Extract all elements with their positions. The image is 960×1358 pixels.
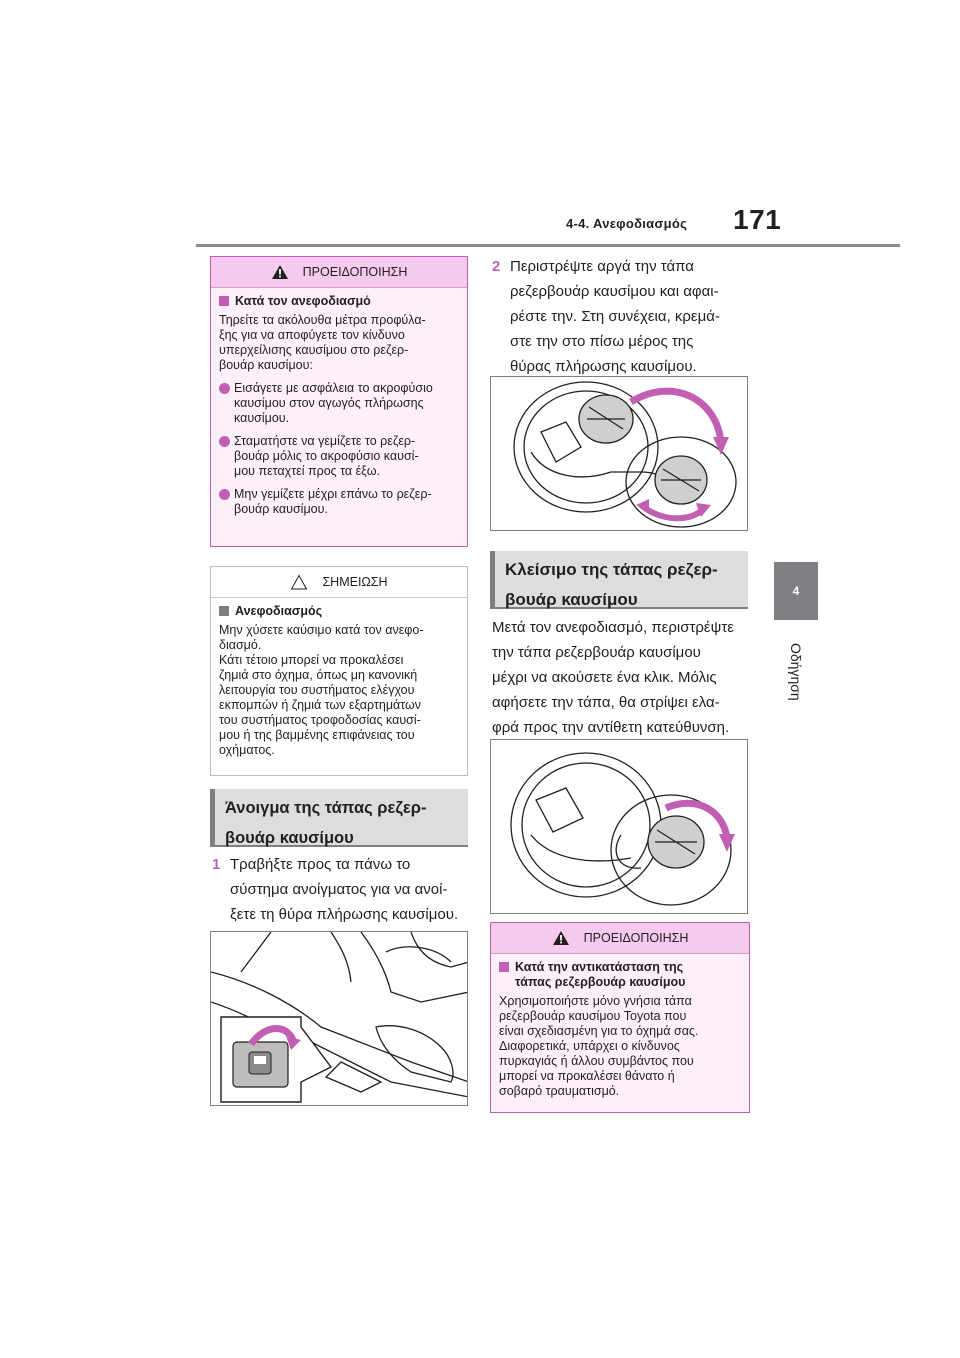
warning-header: [211, 257, 467, 288]
opener-lever-illustration: [210, 931, 468, 1106]
caution-outline-icon: [290, 574, 308, 590]
note-text: Μην χύσετε καύσιμο κατά τον ανεφο- διασμό. Κάτι τέτοιο μπορεί να προκαλέσει ζημιά στο όχημα, όπως μη κανονική λειτουργία του συστήματος ελέγχου εκπομπών ή ζημιά των εξαρτημάτων του συστήματος τροφοδοσίας καυσί- μου ή της βαμμένης επιφάνειας του οχήματος.: [219, 623, 424, 757]
note-box-refueling: [210, 566, 468, 776]
heading-closing: Κλείσιμο της τάπας ρεζερ- βουάρ καυσίμου: [490, 551, 748, 609]
step-number: 1: [212, 856, 221, 873]
close-cap-illustration: [490, 739, 748, 914]
square-bullet-icon: [499, 962, 509, 972]
step-2: [492, 254, 762, 379]
circle-bullet-icon: [219, 436, 230, 447]
warning-subtitle: Κατά την αντικατάσταση της τάπας ρεζερβουάρ καυσίμου: [499, 960, 739, 990]
square-bullet-icon: [219, 606, 229, 616]
remove-cap-illustration: [490, 376, 748, 531]
warning-header: [491, 923, 749, 954]
closing-instructions: Μετά τον ανεφοδιασμό, περιστρέψτε την τάπα ρεζερβουάρ καυσίμου μέχρι να ακούσετε ένα κλικ. Μόλις αφήσετε την τάπα, θα στρίψει ελα- φρά προς την αντίθετη κατεύθυνση.: [492, 619, 734, 736]
note-title: ΣΗΜΕΙΩΣΗ: [322, 575, 388, 589]
warning-title: ΠΡΟΕΙΔΟΠΟΙΗΣΗ: [302, 265, 408, 279]
chapter-label: Οδήγηση: [788, 643, 804, 701]
warning-bullet: Εισάγετε με ασφάλεια το ακροφύσιο καυσίμου στον αγωγός πλήρωσης καυσίμου.: [219, 381, 457, 426]
chapter-tab[interactable]: 4: [774, 562, 818, 620]
heading-opening: Άνοιγμα της τάπας ρεζερ- βουάρ καυσίμου: [210, 789, 468, 847]
page-number: 171: [733, 204, 782, 235]
warning-text: Χρησιμοποιήστε μόνο γνήσια τάπα ρεζερβουάρ καυσίμου Toyota που είναι σχεδιασμένη για το όχημά σας. Διαφορετικά, υπάρχει ο κίνδυνος πυρκαγιάς ή άλλου συμβάντος που μπορεί να προκαλέσει θάνατο ή σοβαρό τραυματισμό.: [499, 994, 699, 1098]
step-text: Τραβήξτε προς τα πάνω το σύστημα ανοίγματος για να ανοί- ξετε τη θύρα πλήρωσης καυσίμου.: [230, 856, 459, 923]
section-title: 4-4. Ανεφοδιασμός: [566, 216, 688, 231]
step-text: Περιστρέψτε αργά την τάπα ρεζερβουάρ καυσίμου και αφαι- ρέστε την. Στη συνέχεια, κρεμά- στε την στο πίσω μέρος της θύρας πλήρωσης καυσίμου.: [510, 258, 720, 375]
warning-bullet: Μην γεμίζετε μέχρι επάνω το ρεζερ- βουάρ καυσίμου.: [219, 487, 457, 517]
step-1: [212, 852, 472, 927]
square-bullet-icon: [219, 296, 229, 306]
step-number: 2: [492, 258, 501, 275]
note-subtitle: Ανεφοδιασμός: [219, 604, 457, 619]
warning-subtitle: Κατά τον ανεφοδιασμό: [219, 294, 457, 309]
warning-box-refueling: [210, 256, 468, 547]
circle-bullet-icon: [219, 383, 230, 394]
warning-intro: Τηρείτε τα ακόλουθα μέτρα προφύλα- ξης για να αποφύγετε τον κίνδυνο υπερχείλισης καυσίμου στο ρεζερ- βουάρ καυσίμου:: [219, 313, 426, 372]
warning-title: ΠΡΟΕΙΔΟΠΟΙΗΣΗ: [583, 931, 689, 945]
warning-box-cap-replacement: [490, 922, 750, 1113]
circle-bullet-icon: [219, 489, 230, 500]
warning-icon: [271, 264, 289, 280]
warning-icon: [552, 930, 570, 946]
warning-bullet: Σταματήστε να γεμίζετε το ρεζερ- βουάρ μόλις το ακροφύσιο καυσί- μου πεταχτεί προς τα έξω.: [219, 434, 457, 479]
header-rule: [196, 244, 900, 247]
note-header: [211, 567, 467, 598]
